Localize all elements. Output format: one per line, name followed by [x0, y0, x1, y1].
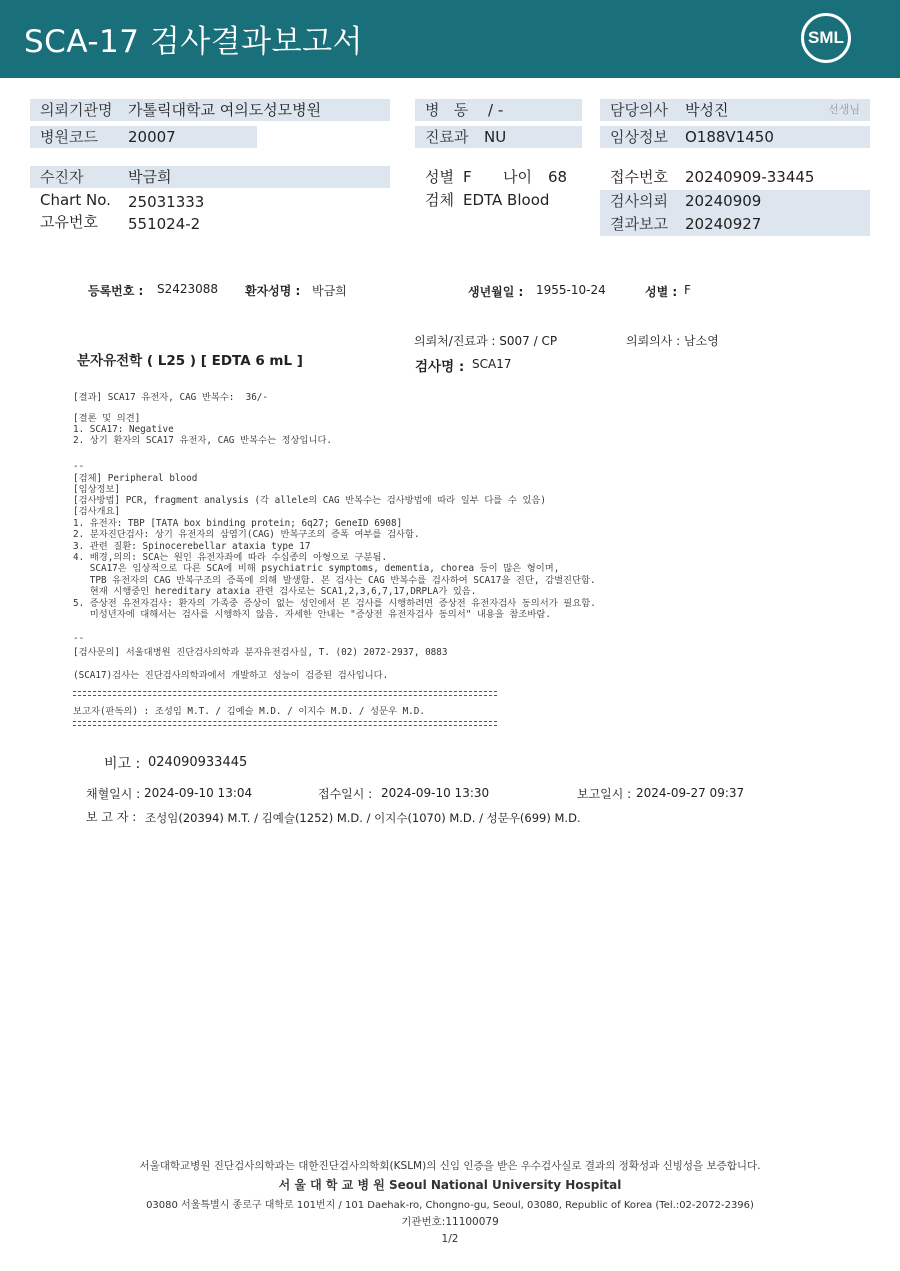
report-line: 5. 증상전 유전자검사: 환자의 가족중 증상이 없는 성인에서 본 검사를 시행하려면 증상전 유전자검사 동의서가 필요함.	[73, 598, 596, 609]
hospital-value: 가톨릭대학교 여의도성모병원	[128, 101, 322, 119]
specimen-label: 검체	[425, 191, 454, 209]
contact-line: [검사문의] 서울대병원 진단검사의학과 분자유전검사실, T. (02) 2072-2937, 0883	[73, 647, 448, 658]
report-line: 1. SCA17: Negative	[73, 424, 174, 435]
remark-value: 024090933445	[148, 755, 248, 770]
report-line: [결론 및 의견]	[73, 413, 141, 424]
receipt-value: 20240909-33445	[685, 168, 815, 186]
unique-no-value: 551024-2	[128, 215, 201, 233]
sex-value: F	[463, 168, 472, 186]
divider	[73, 725, 497, 726]
report-line: [검체] Peripheral blood	[73, 473, 198, 484]
collect-label: 채혈일시 :	[86, 787, 141, 801]
ward-label: 병 동	[425, 101, 469, 119]
patient-row	[30, 166, 390, 188]
test-name-label: 검사명 :	[415, 359, 465, 375]
reporter-label: 보 고 자 :	[86, 810, 137, 824]
remark-label: 비고 :	[104, 756, 141, 772]
request-result-block	[600, 190, 870, 236]
divider	[73, 721, 497, 722]
receipt-label: 접수번호	[610, 168, 668, 186]
result-label: 결과보고	[610, 215, 668, 233]
sex-label: 성별	[425, 168, 454, 186]
accept-value: 2024-09-10 13:30	[381, 786, 490, 800]
report-line: --	[73, 633, 85, 644]
report-line: 2. 분자진단검사: 상기 유전자의 삼염기(CAG) 반복구조의 증폭 여부를 검사함.	[73, 529, 420, 540]
clinical-row	[600, 126, 870, 148]
report-line: [검사개요]	[73, 506, 121, 517]
report-line: 1. 유전자: TBP [TATA box binding protein; 6q27; GeneID 6908]	[73, 518, 403, 529]
result-value: 20240927	[685, 215, 762, 233]
validated-line: (SCA17)검사는 진단검사의학과에서 개발하고 성능이 검증된 검사입니다.	[73, 670, 389, 681]
dept-line: 의뢰처/진료과 : S007 / CP	[414, 334, 558, 348]
report-line: [검사방법] PCR, fragment analysis (각 allele의 CAG 반복수는 검사방법에 따라 일부 다를 수 있음)	[73, 495, 547, 506]
sml-logo-icon	[801, 13, 851, 63]
doctor-row	[600, 99, 870, 121]
clinical-value: O188V1450	[685, 128, 774, 146]
ward-row	[415, 99, 582, 121]
age-label: 나이	[503, 168, 532, 186]
specimen-value: EDTA Blood	[463, 191, 550, 209]
report-sex-value: F	[684, 283, 691, 297]
collect-value: 2024-09-10 13:04	[144, 786, 253, 800]
patient-name-label: 환자성명 :	[245, 284, 301, 298]
patient-label: 수진자	[40, 168, 84, 186]
accept-label: 접수일시 :	[318, 787, 373, 801]
report-line: 3. 관련 질환: Spinocerebellar ataxia type 17	[73, 541, 311, 552]
request-label: 검사의뢰	[610, 192, 668, 210]
reporter-value: 조성임(20394) M.T. / 김예슬(1252) M.D. / 이지수(1070) M.D. / 성문우(699) M.D.	[145, 811, 581, 825]
page-number: 1/2	[441, 1233, 459, 1245]
footer-certification: 서울대학교병원 진단검사의학과는 대한진단검사의학회(KSLM)의 신임 인증을 받은 우수검사실로 결과의 정확성과 신빙성을 보증합니다.	[139, 1160, 761, 1172]
report-sex-label: 성별 :	[645, 285, 678, 299]
birth-value: 1955-10-24	[536, 283, 606, 297]
hospital-code-row	[30, 126, 257, 148]
patient-value: 박금희	[128, 168, 172, 186]
hospital-code-value: 20007	[128, 128, 176, 146]
report-line: [임상정보]	[73, 484, 121, 495]
report-line: 현재 시행중인 hereditary ataxia 관련 검사로는 SCA1,2,3,6,7,17,DRPLA가 있음.	[73, 586, 477, 597]
dept-row	[415, 126, 582, 148]
report-line: --	[73, 461, 85, 472]
report-line: 미성년자에 대해서는 검사를 시행하지 않음. 자세한 안내는 "증상전 유전자검사 동의서" 내용을 참조바람.	[73, 609, 551, 620]
ward-value: / -	[488, 101, 504, 119]
chart-no-label: Chart No.	[40, 191, 111, 209]
reg-value: S2423088	[157, 282, 219, 296]
footer-institution-code: 기관번호:11100079	[401, 1216, 499, 1228]
footer-hospital-name: 서 울 대 학 교 병 원 Seoul National University Hospital	[278, 1178, 622, 1192]
divider	[73, 695, 497, 696]
hospital-row	[30, 99, 390, 121]
clinical-label: 임상정보	[610, 128, 668, 146]
doctor-value: 박성진	[685, 101, 729, 119]
birth-label: 생년월일 :	[468, 285, 524, 299]
report-line: TPB 유전자의 CAG 반복구조의 증폭에 의해 발생함. 본 검사는 CAG 반복수를 검사하여 SCA17을 진단, 감별진단함.	[73, 575, 596, 586]
reporters-line: 보고자(판독의) : 조성임 M.T. / 김예슬 M.D. / 이지수 M.D. / 성문우 M.D.	[73, 706, 425, 717]
report-line: 4. 배경,의의: SCA는 원인 유전자좌에 따라 수십종의 아형으로 구분됨.	[73, 552, 388, 563]
hospital-label: 의뢰기관명	[40, 101, 113, 119]
report-line: 2. 상기 환자의 SCA17 유전자, CAG 반복수는 정상입니다.	[73, 435, 333, 446]
doctor-line: 의뢰의사 : 남소영	[626, 334, 719, 348]
unique-no-label: 고유번호	[40, 213, 98, 231]
reg-label: 등록번호 :	[88, 284, 144, 298]
hospital-code-label: 병원코드	[40, 128, 98, 146]
header-bar	[0, 0, 900, 78]
request-value: 20240909	[685, 192, 762, 210]
dept-label: 진료과	[425, 128, 469, 146]
patient-name-value: 박금희	[312, 284, 347, 298]
chart-no-value: 25031333	[128, 193, 205, 211]
report-time-value: 2024-09-27 09:37	[636, 786, 745, 800]
page-title: SCA-17 검사결과보고서	[24, 24, 363, 60]
report-line: SCA17은 임상적으로 다른 SCA에 비해 psychiatric symptoms, dementia, chorea 등이 많은 형이며,	[73, 563, 560, 574]
doctor-label: 담당의사	[610, 101, 668, 119]
report-line: [결과] SCA17 유전자, CAG 반복수: 36/-	[73, 392, 268, 403]
section-title: 분자유전학 ( L25 ) [ EDTA 6 mL ]	[77, 353, 303, 369]
dept-value: NU	[484, 128, 507, 146]
footer-address: 03080 서울특별시 종로구 대학로 101번지 / 101 Daehak-ro, Chongno-gu, Seoul, 03080, Republic of Korea (Tel.:02-2072-2396)	[146, 1200, 754, 1211]
divider	[73, 691, 497, 692]
age-value: 68	[548, 168, 568, 186]
doctor-honorific: 선생님	[828, 103, 860, 116]
report-time-label: 보고일시 :	[577, 787, 632, 801]
test-name-value: SCA17	[472, 357, 512, 371]
logo-text: SML	[808, 28, 844, 47]
